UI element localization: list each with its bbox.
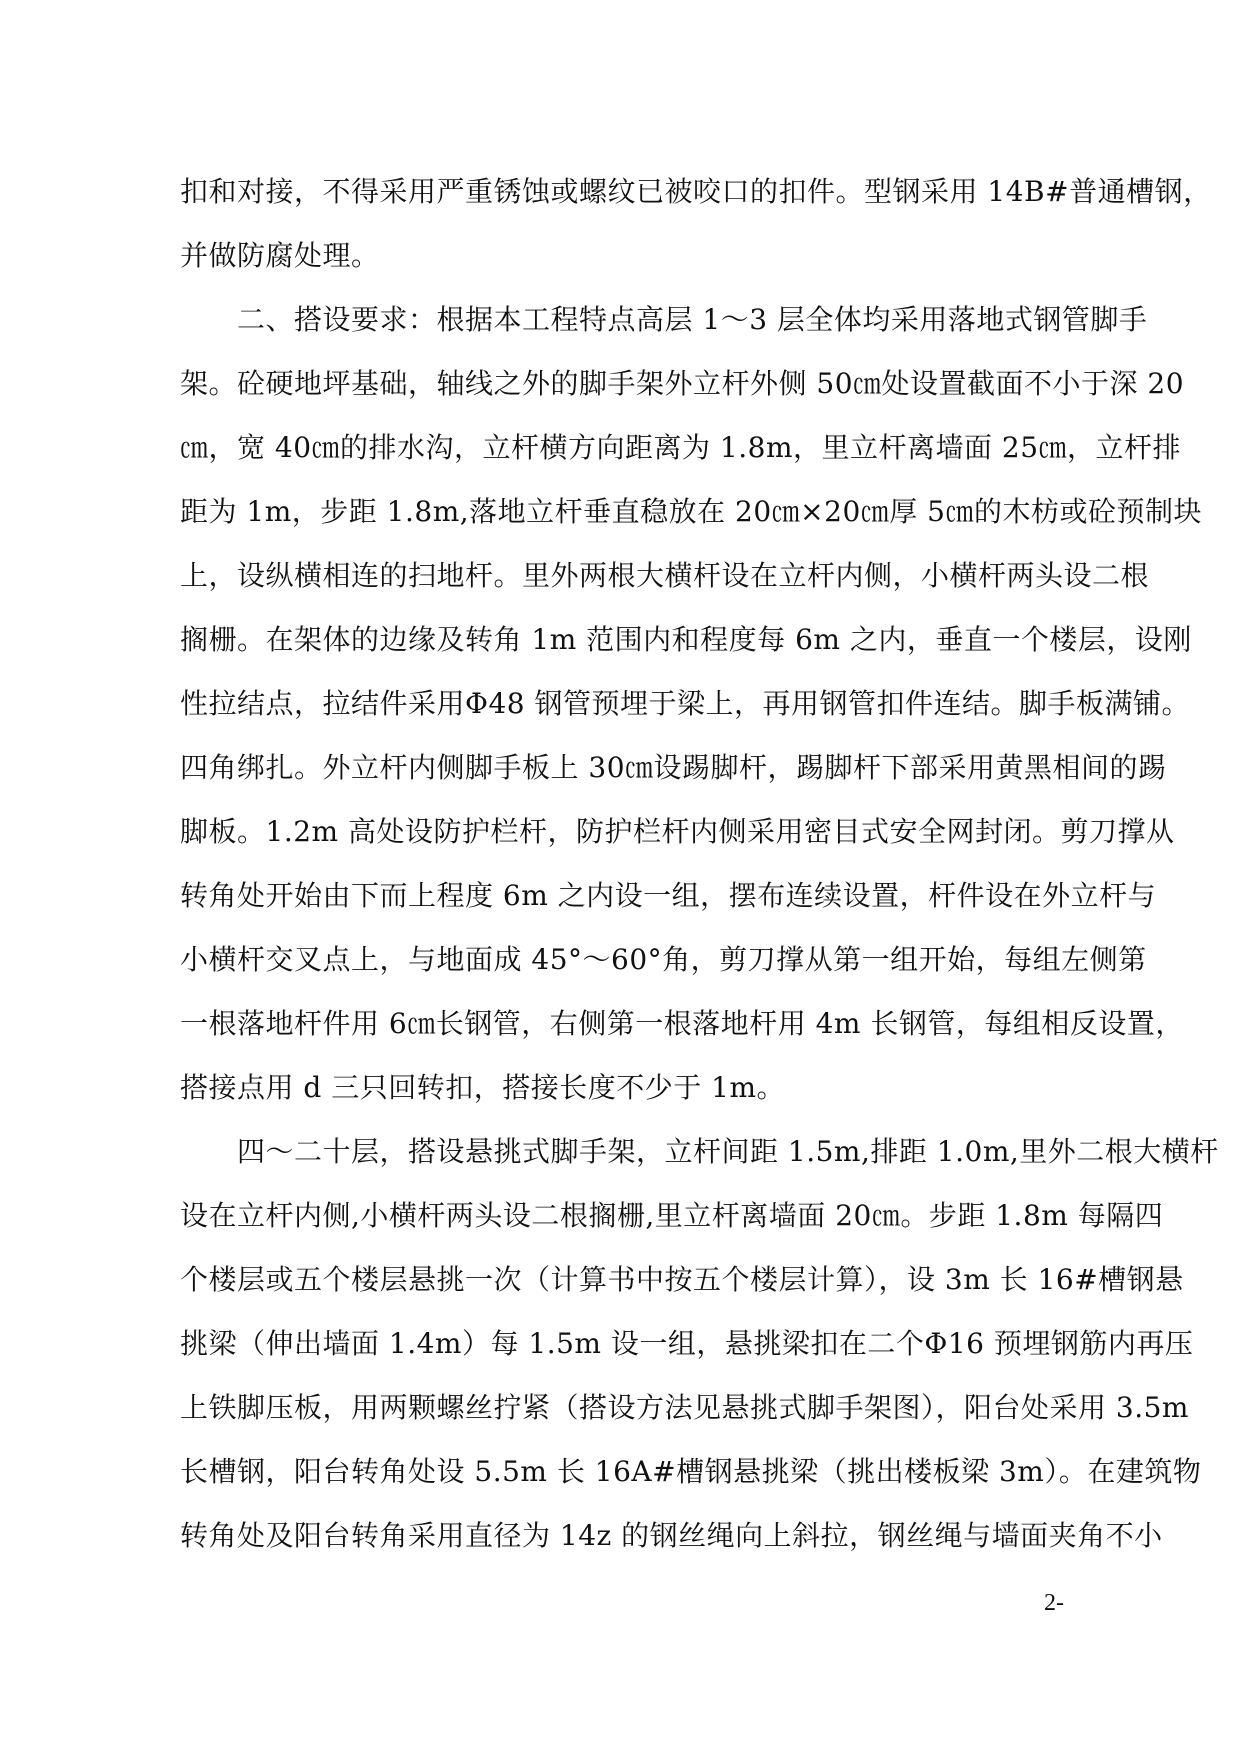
text-line: 性拉结点，拉结件采用Φ48 钢管预埋于梁上，再用钢管扣件连结。脚手板满铺。 [180,687,1190,720]
text-line: 上铁脚压板，用两颗螺丝拧紧（搭设方法见悬挑式脚手架图），阳台处采用 3.5m [180,1391,1189,1424]
text-line: 并做防腐处理。 [180,239,380,272]
text-line: 四～二十层，搭设悬挑式脚手架，立杆间距 1.5m,排距 1.0m,里外二根大横杆 [180,1135,1219,1168]
text-line: 搭接点用 d 三只回转扣，搭接长度不少于 1m。 [180,1071,785,1104]
text-line: ㎝，宽 40㎝的排水沟，立杆横方向距离为 1.8m，里立杆离墙面 25㎝，立杆排 [180,431,1182,464]
text-line: 挑梁（伸出墙面 1.4m）每 1.5m 设一组，悬挑梁扣在二个Φ16 预埋钢筋内再压 [180,1327,1194,1360]
text-line: 架。砼硬地坪基础，轴线之外的脚手架外立杆外侧 50㎝处设置截面不小于深 20 [180,367,1185,400]
text-line: 搁栅。在架体的边缘及转角 1m 范围内和程度每 6m 之内，垂直一个楼层，设刚 [180,623,1192,656]
text-line: 脚板。1.2m 高处设防护栏杆，防护栏杆内侧采用密目式安全网封闭。剪刀撑从 [180,815,1175,848]
text-line: 转角处及阳台转角采用直径为 14z 的钢丝绳向上斜拉，钢丝绳与墙面夹角不小 [180,1519,1163,1552]
text-line: 扣和对接，不得采用严重锈蚀或螺纹已被咬口的扣件。型钢采用 14B#普通槽钢， [180,175,1212,208]
text-line: 长槽钢，阳台转角处设 5.5m 长 16A#槽钢悬挑梁（挑出楼板梁 3m）。在建筑物 [180,1455,1202,1488]
text-line: 设在立杆内侧,小横杆两头设二根搁栅,里立杆离墙面 20㎝。步距 1.8m 每隔四 [180,1199,1164,1232]
text-line: 上，设纵横相连的扫地杆。里外两根大横杆设在立杆内侧，小横杆两头设二根 [180,559,1150,592]
text-line: 个楼层或五个楼层悬挑一次（计算书中按五个楼层计算），设 3m 长 16#槽钢悬 [180,1263,1184,1296]
text-line: 二、搭设要求：根据本工程特点高层 1～3 层全体均采用落地式钢管脚手 [180,303,1148,336]
text-line: 一根落地杆件用 6㎝长钢管，右侧第一根落地杆用 4m 长钢管，每组相反设置， [180,1007,1184,1040]
text-line: 四角绑扎。外立杆内侧脚手板上 30㎝设踢脚杆，踢脚杆下部采用黄黑相间的踢 [180,751,1167,784]
page-number: 2- [1044,1590,1064,1616]
text-line: 距为 1m，步距 1.8m,落地立杆垂直稳放在 20㎝×20㎝厚 5㎝的木枋或砼预制块 [180,495,1202,528]
text-line: 小横杆交叉点上，与地面成 45°～60°角，剪刀撑从第一组开始，每组左侧第 [180,943,1147,976]
document-body [180,160,1219,1568]
text-line: 转角处开始由下而上程度 6m 之内设一组，摆布连续设置，杆件设在外立杆与 [180,879,1157,912]
